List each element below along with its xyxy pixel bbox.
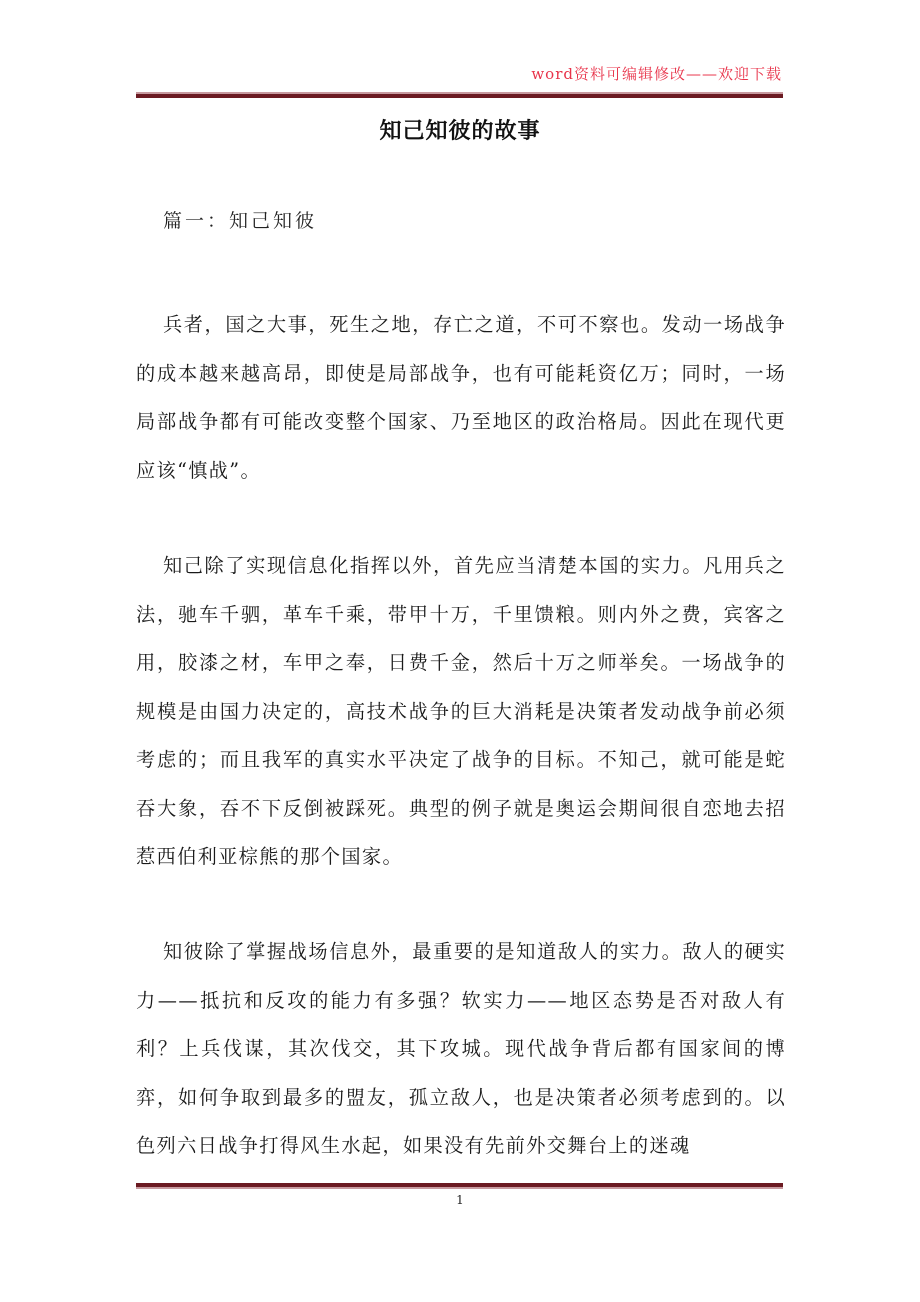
header-divider [136, 92, 783, 98]
header-watermark-note: word资料可编辑修改——欢迎下载 [531, 65, 782, 83]
footer-divider [136, 1183, 783, 1189]
section-heading: 篇一：知己知彼 [163, 210, 318, 232]
page-number: 1 [456, 1193, 464, 1207]
paragraph-2: 知己除了实现信息化指挥以外，首先应当清楚本国的实力。凡用兵之法，驰车千驷，革车千乘，带甲十万，千里馈粮。则内外之费，宾客之用，胶漆之材，车甲之奉，日费千金，然后十万之师举矣。一场战争的规模是由国力决定的，高技术战争的巨大消耗是决策者发动战争前必须考虑的；而且我军的真实水平决定了战争的目标。不知己，就可能是蛇吞大象，吞不下反倒被踩死。典型的例子就是奥运会期间很自恋地去招惹西伯利亚棕熊的那个国家。 [136, 554, 786, 868]
document-title: 知己知彼的故事 [379, 119, 541, 144]
paragraph-1: 兵者，国之大事，死生之地，存亡之道，不可不察也。发动一场战争的成本越来越高昂，即使是局部战争，也有可能耗资亿万；同时，一场局部战争都有可能改变整个国家、乃至地区的政治格局。因此在现代更应该“慎战”。 [136, 313, 786, 482]
paragraph-3: 知彼除了掌握战场信息外，最重要的是知道敌人的实力。敌人的硬实力——抵抗和反攻的能力有多强？软实力——地区态势是否对敌人有利？上兵伐谋，其次伐交，其下攻城。现代战争背后都有国家间的博弈，如何争取到最多的盟友，孤立敌人，也是决策者必须考虑到的。以色列六日战争打得风生水起，如果没有先前外交舞台上的迷魂 [136, 940, 786, 1157]
